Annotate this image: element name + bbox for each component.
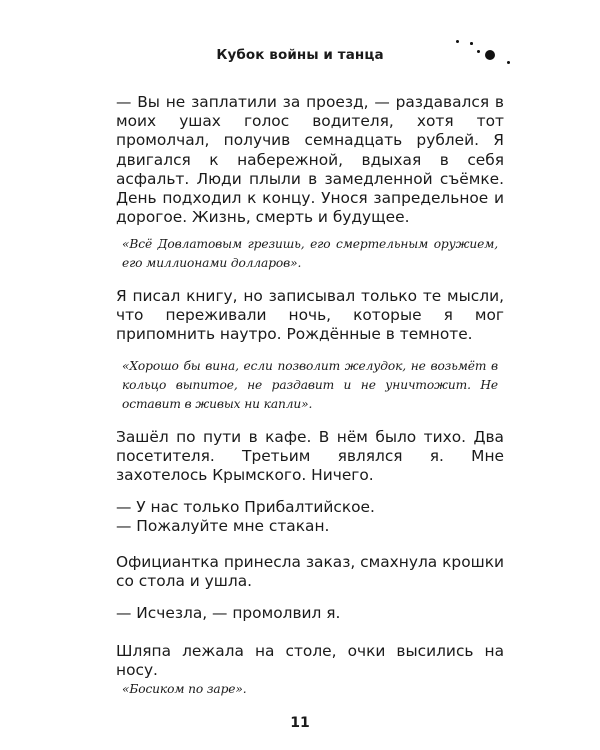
ink-dot (456, 40, 459, 43)
quote-dovlatov: «Всё Довлатовым грезишь, его смертельным оружием, его миллионами долларов». (122, 237, 498, 270)
paragraph-hat: Шляпа лежала на столе, очки высились на носу. (116, 642, 504, 680)
paragraph-waitress: Официантка принесла заказ, смахнула крошки со стола и ушла. (116, 553, 504, 591)
paragraph-bus-fare: — Вы не заплатили за проезд, — раздавался в моих ушах голос водителя, хотя тот промолчал, получив семнадцать рублей. Я двигался к набережной, вдыхая в себя асфальт. Люди плыли в замедленной съёмке. День подходил к концу. Унося запредельное и дорогое. Жизнь, смерть и будущее. (116, 93, 504, 227)
quote-wine: «Хорошо бы вина, если позволит желудок, не возьмёт в кольцо выпитое, не раздавит и не уничтожит. Не оставит в живых ни капли». (122, 359, 498, 411)
paragraph-writing-book: Я писал книгу, но записывал только те мысли, что переживали ночь, которые я мог припомнить наутро. Рождённые в темноте. (116, 287, 504, 344)
running-header: Кубок войны и танца (216, 47, 384, 63)
ink-dot (470, 42, 473, 45)
page-number: 11 (290, 715, 310, 731)
dialogue-vanished: — Исчезла, — промолвил я. (116, 604, 341, 622)
quote-barefoot: «Босиком по заре». (122, 682, 247, 696)
dialogue-baltic: — У нас только Прибалтийское. (116, 498, 375, 516)
ink-dot (507, 61, 510, 64)
dialogue-glass: — Пожалуйте мне стакан. (116, 517, 330, 535)
ink-dot-large (485, 50, 495, 60)
ink-dot (477, 50, 480, 53)
paragraph-cafe: Зашёл по пути в кафе. В нём было тихо. Два посетителя. Третьим являлся я. Мне захотелось Крымского. Ничего. (116, 428, 504, 485)
